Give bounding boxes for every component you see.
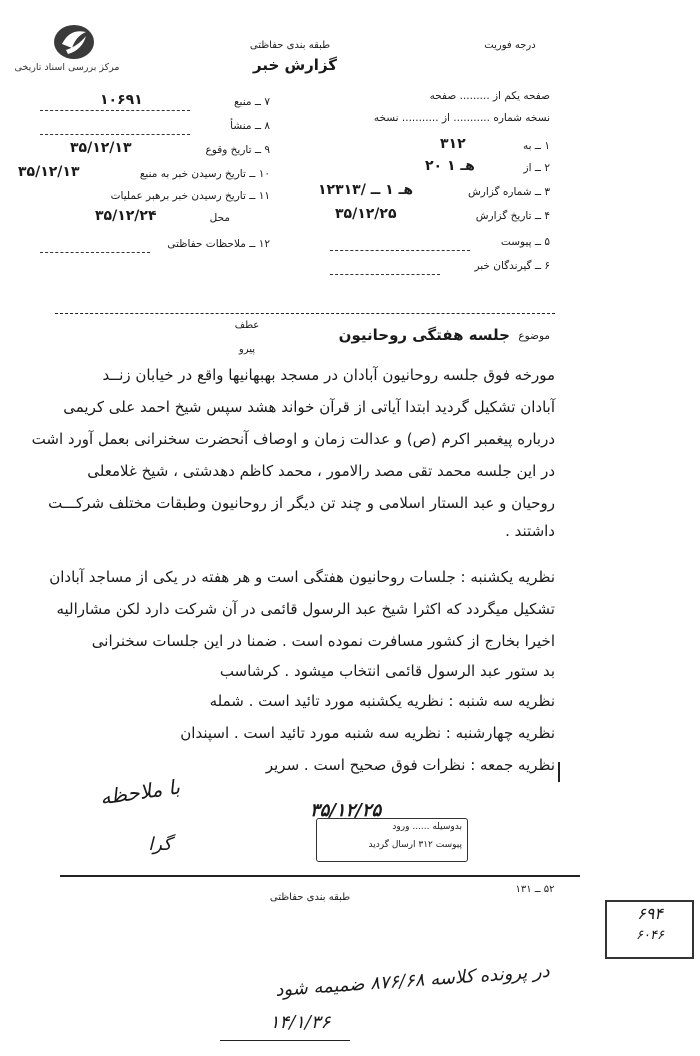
field-value: ۳۵/۱۲/۲۴ <box>95 208 157 224</box>
opinion-line: نظریه چهارشنبه : نظریه سه شنبه مورد تائید است . اسپندان <box>180 724 555 742</box>
archive-stamp-number: ۶۹۴ <box>637 904 663 923</box>
form-code: ۵۲ ــ ۱۳۱ <box>515 884 555 895</box>
archive-logo-label: مرکز بررسی اسناد تاریخی <box>14 62 120 73</box>
body-line: در این جلسه محمد تقی مصد رالامور ، محمد کاظم دهدشتی ، شیخ غلامعلی <box>87 462 555 480</box>
body-line: داشتند . <box>505 522 555 540</box>
field-label: محل <box>209 212 230 224</box>
opinion-line: نظریه جمعه : نظرات فوق صحیح است . سریر <box>265 756 555 774</box>
body-line: مورخه فوق جلسه روحانیون آبادان در مسجد بهبهانیها واقع در خیابان زنــد <box>102 366 555 384</box>
stamp-date: ۳۵/۱۲/۲۵ <box>310 800 382 821</box>
field-label: ۱۲ ــ ملاحظات حفاظتی <box>167 238 270 250</box>
classification-bottom: طبقه بندی حفاظتی <box>269 892 351 903</box>
field-label: ۸ ــ منشأ <box>230 120 270 132</box>
body-line: تشکیل میگردد که اکثرا شیخ عبد الرسول قائمی در آن شرکت دارد لکن مشارالیه <box>56 600 555 618</box>
copy-line: نسخه شماره ........... از ........... نسخه <box>373 112 550 124</box>
field-label: ۱۰ ــ تاریخ رسیدن خبر به منبع <box>139 168 270 180</box>
body-line: اخیرا بخارج از کشور مسافرت نموده است . ضمنا در این جلسات سخنرانی <box>91 632 555 650</box>
archive-logo-icon <box>52 22 96 62</box>
handwritten-signature: با ملاحظه <box>98 774 182 810</box>
field-label: ۴ ــ تاریخ گزارش <box>475 210 550 222</box>
field-value: ۳۵/۱۲/۱۳ <box>18 164 80 180</box>
classification-top: طبقه بندی حفاظتی <box>249 40 331 51</box>
opinion-line: نظریه سه شنبه : نظریه یکشنبه مورد تائید است . شمله <box>209 692 555 710</box>
stamp-text: پیوست ۳۱۲ ارسال گردید <box>368 840 462 850</box>
field-label: ۵ ــ پیوست <box>500 236 550 248</box>
body-line: بد ستور عبد الرسول قائمی انتخاب میشود . کرشاسب <box>219 662 555 680</box>
subject-text: جلسه هفتگی روحانیون <box>338 326 510 344</box>
document-title: گزارش خبر <box>252 56 338 74</box>
field-label: ۲ ــ از <box>523 162 550 174</box>
body-line: نظریه یکشنبه : جلسات روحانیون هفتگی است و هر هفته در یکی از مساجد آبادان <box>49 568 555 586</box>
handwritten-note: در پرونده کلاسه ۸۷۶/۶۸ ضمیمه شود <box>274 960 551 1001</box>
follow-up-label: پیرو <box>238 344 256 355</box>
field-value: ۳۵/۱۲/۱۳ <box>70 140 132 156</box>
field-label: ۹ ــ تاریخ وقوع <box>205 144 270 156</box>
field-value: ۱۲۳۱۳/ هـ ۱ ــ <box>318 182 414 198</box>
field-label: ۶ ــ گیرندگان خبر <box>474 260 550 272</box>
archive-stamp-sub: ۶۰۴۶ <box>636 928 664 943</box>
body-line: آبادان تشکیل گردید ابتدا آیاتی از قرآن خواند هشد سپس شیخ احمد علی کریمی <box>63 398 555 416</box>
field-value: ۱۰۶۹۱ <box>100 92 143 108</box>
subject-label: موضوع <box>518 330 550 342</box>
page-line: صفحه یکم از ......... صفحه <box>429 90 550 102</box>
field-value: ۲۰ هـ ۱ <box>425 158 475 174</box>
handwritten-date: ۱۴/۱/۳۶ <box>269 1012 331 1033</box>
reference-label: عطف <box>234 320 260 331</box>
field-label: ۱۱ ــ تاریخ رسیدن خبر برهبر عملیات <box>110 190 270 202</box>
priority-label: درجه فوریت <box>484 40 536 51</box>
field-value: ۳۵/۱۲/۲۵ <box>335 206 397 222</box>
stamp-text: بدوسیله ...... ورود <box>392 822 462 832</box>
field-label: ۳ ــ شماره گزارش <box>467 186 550 198</box>
field-value: ۳۱۲ <box>440 136 466 152</box>
handwritten-initial: گرا <box>148 834 172 855</box>
field-label: ۱ ــ به <box>522 140 550 152</box>
field-label: ۷ ــ منبع <box>233 96 270 108</box>
body-line: روحیان و عبد الستار اسلامی و چند تن دیگر از روحانیون وطبقات مختلف شرکـــت <box>48 494 555 512</box>
body-line: درباره پیغمبر اکرم (ص) و عدالت زمان و اوصاف آنحضرت سخنرانی بعمل آورد اشت <box>31 430 555 448</box>
